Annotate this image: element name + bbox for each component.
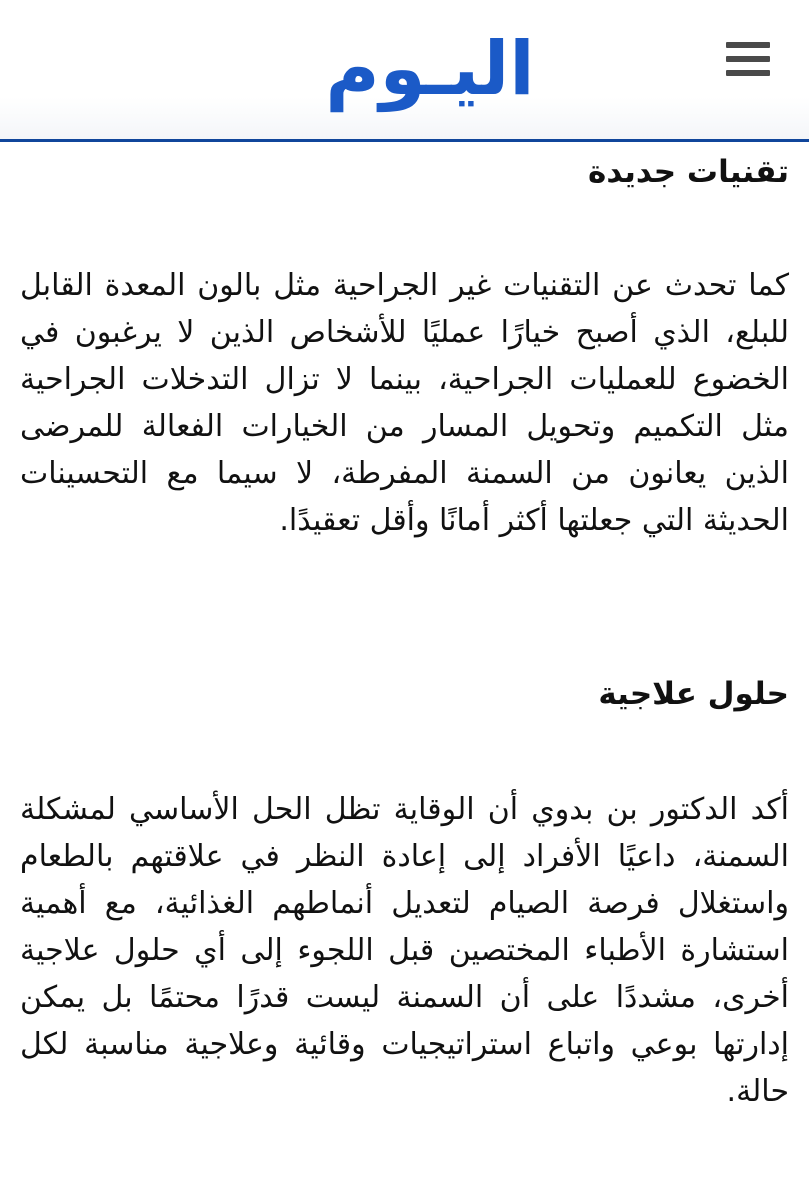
site-header: [0, 0, 809, 142]
section-paragraph-treatment-solutions: أكد الدكتور بن بدوي أن الوقاية تظل الحل الأساسي لمشكلة السمنة، داعيًا الأفراد إلى إعادة النظر في علاقتهم بالطعام واستغلال فرصة الصيام لتعديل أنماطهم الغذائية، مع أهمية استشارة الأطباء المختصين قبل اللجوء إلى أي حلول علاجية أخرى، مشددًا على أن السمنة ليست قدرًا محتمًا بل يمكن إدارتها بوعي واتباع استراتيجيات وقائية وعلاجية مناسبة لكل حالة.: [20, 792, 789, 1109]
section-heading-new-techniques: تقنيات جديدة: [588, 154, 789, 190]
article-body: [0, 142, 809, 1200]
section-paragraph-new-techniques: كما تحدث عن التقنيات غير الجراحية مثل بالون المعدة القابل للبلع، الذي أصبح خيارًا عمليًا للأشخاص الذين لا يرغبون في الخضوع للعمليات الجراحية، بينما لا تزال التدخلات الجراحية مثل التكميم وتحويل المسار من الخيارات الفعالة للمرضى الذين يعانون من السمنة المفرطة، لا سيما مع التحسينات الحديثة التي جعلتها أكثر أمانًا وأقل تعقيدًا.: [20, 268, 789, 538]
section-heading-treatment-solutions: حلول علاجية: [598, 676, 789, 712]
menu-button[interactable]: [718, 36, 778, 86]
site-logo[interactable]: اليـوم: [325, 26, 535, 112]
